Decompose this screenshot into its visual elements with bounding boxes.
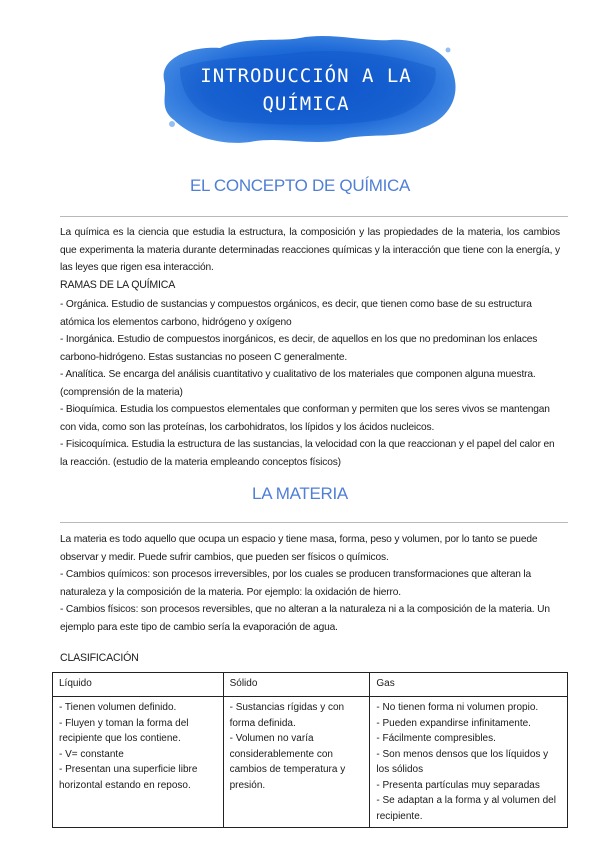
column-header-gas: Gas bbox=[370, 673, 568, 697]
list-item: - Inorgánica. Estudio de compuestos inorgánicos, es decir, de aquellos en los que no predominan los enlaces carbono-hidrógeno. Estas sustancias no poseen C generalmente. bbox=[60, 334, 538, 363]
list-item: - Fácilmente compresibles. bbox=[376, 733, 496, 744]
document-title: INTRODUCCIÓN A LA QUÍMICA bbox=[200, 65, 412, 115]
paragraph: - Cambios físicos: son procesos reversibles, que no alteran a la naturaleza ni a la composición de la materia. Un ejemplo para este tipo de cambio sería la evaporación de agua. bbox=[60, 604, 550, 633]
section-title-materia: LA MATERIA bbox=[252, 484, 348, 503]
materia-text bbox=[60, 531, 560, 636]
list-item: - V= constante bbox=[59, 748, 124, 760]
list-item: - Presenta partículas muy separadas bbox=[376, 779, 540, 791]
list-item: - Tienen volumen definido. bbox=[59, 702, 177, 713]
section-divider bbox=[60, 522, 568, 523]
column-header-liquido: Líquido bbox=[53, 673, 224, 697]
list-item: - Sustancias rígidas y con forma definida. bbox=[229, 702, 345, 729]
list-item: - Fisicoquímica. Estudia la estructura de las sustancias, la velocidad con la que reaccionan y el papel del calor en la reacción. (estudio de la materia empleando conceptos físicos) bbox=[60, 439, 555, 468]
list-item: - Son menos densos que los líquidos y los sólidos bbox=[376, 748, 549, 775]
section-title-concepto: EL CONCEPTO DE QUÍMICA bbox=[189, 176, 411, 195]
list-item: - Volumen no varía considerablemente con cambios de temperatura y presión. bbox=[229, 733, 346, 791]
cell-liquido bbox=[53, 697, 224, 828]
ramas-heading: RAMAS DE LA QUÍMICA bbox=[60, 279, 176, 291]
paragraph: - Cambios químicos: son procesos irreversibles, por los cuales se producen transformaciones que alteran la naturaleza y la composición de la materia. Por ejemplo: la oxidación de hierro. bbox=[60, 569, 532, 598]
concepto-intro: La química es la ciencia que estudia la estructura, la composición y las propiedades de la materia, los cambios que experimenta la materia durante determinadas reacciones químicas y la interacción que tiene con la energía, y las leyes que rigen esa interacción. bbox=[60, 227, 560, 273]
list-item: - Fluyen y toman la forma del recipiente que los contiene. bbox=[59, 717, 189, 744]
table-row bbox=[53, 697, 568, 828]
column-header-solido: Sólido bbox=[223, 673, 370, 697]
title-banner bbox=[150, 28, 462, 148]
list-item: - Bioquímica. Estudia los compuestos elementales que conforman y permiten que los seres vivos se mantengan con vida, como son las proteínas, los carbohidratos, los lípidos y los ácidos nucleicos. bbox=[60, 404, 550, 433]
list-item: - No tienen forma ni volumen propio. bbox=[376, 702, 539, 713]
cell-solido bbox=[223, 697, 370, 828]
paragraph: La materia es todo aquello que ocupa un espacio y tiene masa, forma, peso y volumen, por lo tanto se puede observar y medir. Puede sufrir cambios, que pueden ser físicos o químicos. bbox=[60, 534, 538, 563]
list-item: - Pueden expandirse infinitamente. bbox=[376, 717, 531, 729]
cell-gas bbox=[370, 697, 568, 828]
list-item: - Orgánica. Estudio de sustancias y compuestos orgánicos, es decir, que tienen como base de su estructura atómica los elementos carbono, hidrógeno y oxígeno bbox=[60, 299, 532, 328]
ramas-list bbox=[60, 296, 560, 471]
table-header-row bbox=[53, 673, 568, 697]
list-item: - Se adaptan a la forma y al volumen del recipiente. bbox=[376, 795, 556, 822]
list-item: - Presentan una superficie libre horizontal estando en reposo. bbox=[59, 764, 198, 791]
section-divider bbox=[60, 216, 568, 217]
list-item: - Analítica. Se encarga del análisis cuantitativo y cualitativo de los materiales que componen alguna muestra. (comprensión de la materia) bbox=[60, 369, 536, 398]
clasificacion-table bbox=[52, 672, 568, 828]
clasificacion-heading: CLASIFICACIÓN bbox=[60, 652, 139, 664]
